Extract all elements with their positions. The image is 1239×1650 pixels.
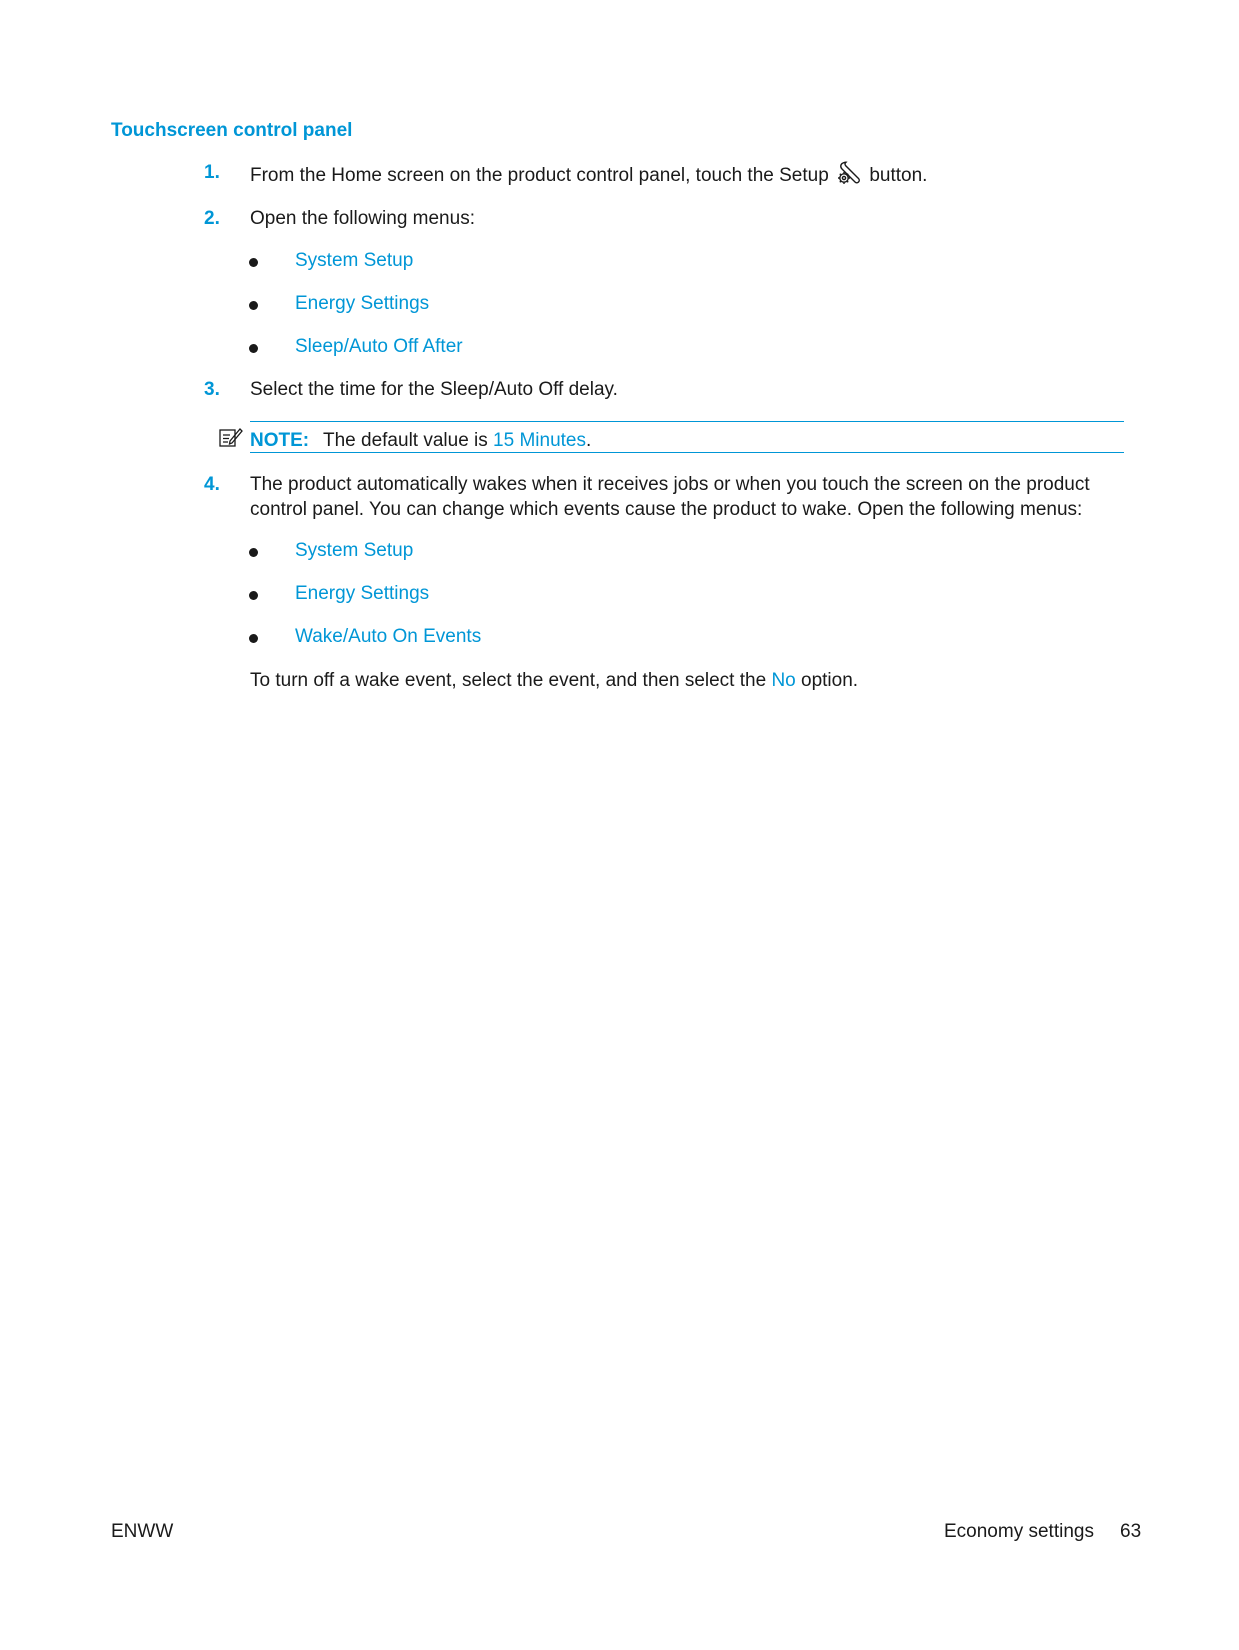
bullet: [249, 591, 258, 600]
followup-text-before: To turn off a wake event, select the event, and then select the: [250, 670, 767, 691]
setup-icon: [836, 160, 862, 193]
step-text-4-line2: control panel. You can change which events cause the product to wake. Open the following menus:: [250, 499, 1083, 520]
menu-wake-auto-on-events: Wake/Auto On Events: [295, 626, 482, 647]
bullet: [249, 258, 258, 267]
step-text-1: [250, 160, 927, 193]
footer-left-label: ENWW: [111, 1521, 174, 1542]
menu-system-setup: System Setup: [295, 540, 414, 561]
page-number: 63: [1120, 1521, 1142, 1542]
option-no-link: No: [771, 670, 796, 691]
note-pencil-icon: [219, 426, 243, 453]
note-top-rule: [250, 421, 1124, 422]
note-bottom-rule: [250, 452, 1124, 453]
menu-system-setup: System Setup: [295, 250, 414, 271]
bullet: [249, 301, 258, 310]
note-default-value-link: 15 Minutes: [493, 430, 586, 451]
menu-energy-settings: Energy Settings: [295, 293, 430, 314]
menu-sleep-auto-off-after: Sleep/Auto Off After: [295, 336, 463, 357]
step-text-3: Select the time for the Sleep/Auto Off delay.: [250, 379, 618, 400]
note-label: NOTE:: [250, 430, 310, 451]
note-text-after: .: [586, 430, 592, 451]
step-number-2: 2.: [204, 208, 220, 229]
step-number-4: 4.: [204, 474, 220, 495]
step-number-3: 3.: [204, 379, 220, 400]
step-number-1: 1.: [204, 162, 220, 183]
menu-energy-settings: Energy Settings: [295, 583, 430, 604]
bullet: [249, 344, 258, 353]
note-text-before: The default value is: [323, 430, 488, 451]
footer-section-title: Economy settings: [944, 1521, 1094, 1542]
section-heading: Touchscreen control panel: [111, 120, 353, 141]
step-1-text-after: button.: [869, 165, 928, 186]
step-4-followup: [250, 668, 858, 693]
followup-text-after: option.: [801, 670, 859, 691]
bullet: [249, 634, 258, 643]
step-text-2: Open the following menus:: [250, 208, 475, 229]
step-1-text-before: From the Home screen on the product control panel, touch the Setup: [250, 165, 829, 186]
note-text: [323, 430, 591, 452]
bullet: [249, 548, 258, 557]
step-text-4-line1: The product automatically wakes when it receives jobs or when you touch the screen on the product: [250, 474, 1090, 495]
